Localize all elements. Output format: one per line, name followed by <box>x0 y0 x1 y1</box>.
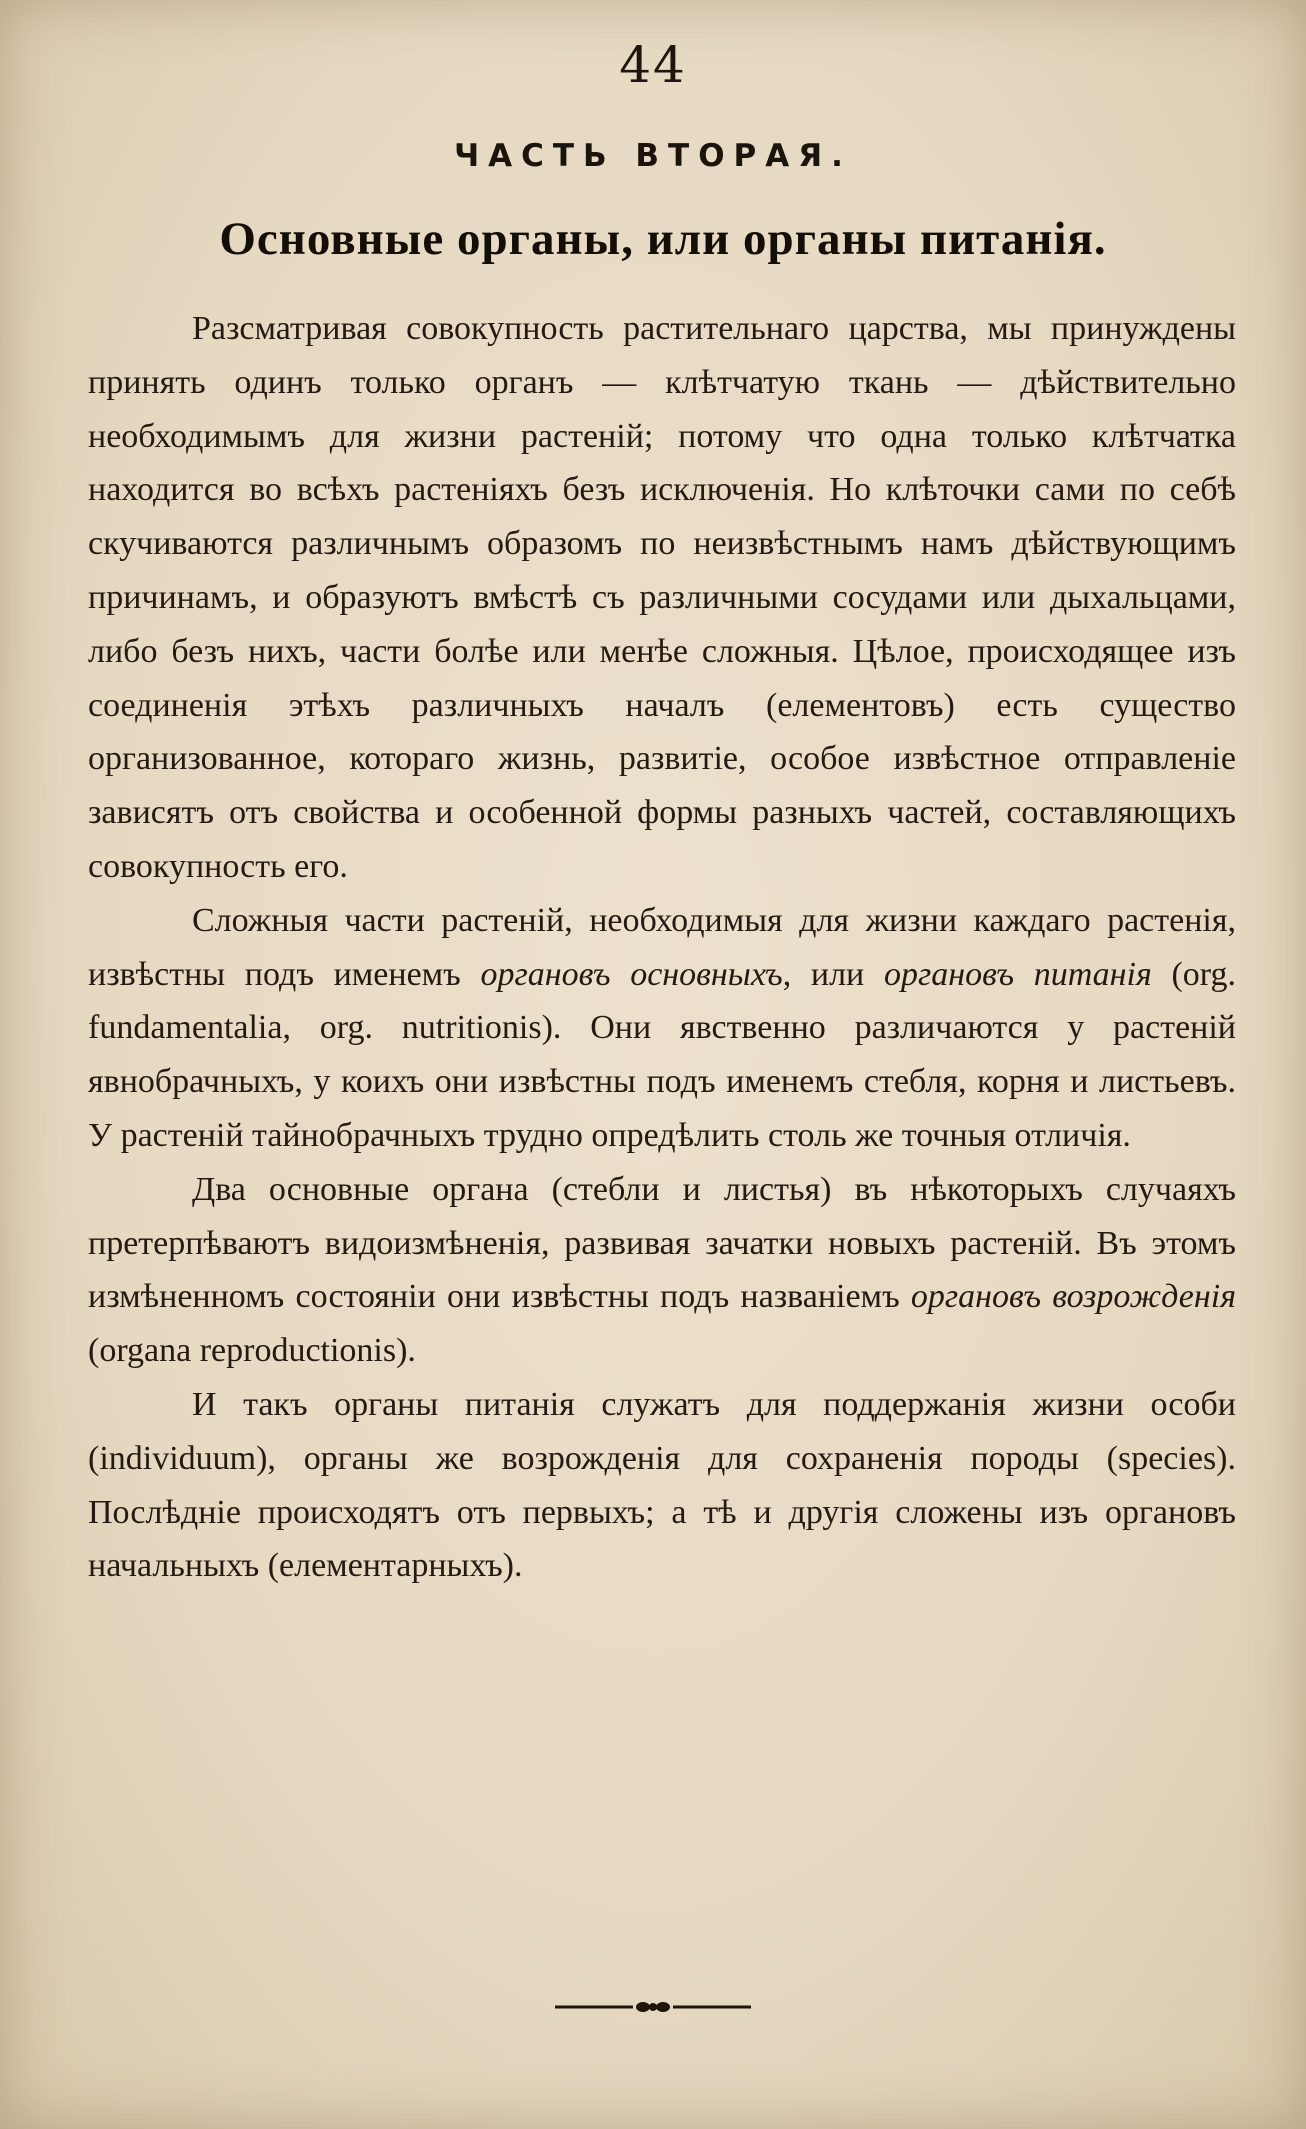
text-run: (org. fundamentalia, org. nutritionis). Они явственно различаются у растеній явнобрачныхъ, у коихъ они извѣстны подъ именемъ стебля, корня и листьевъ. У растеній тайнобрачныхъ трудно опредѣлить столь же точныя отличія. <box>88 955 1237 1154</box>
text-run: Два основные органа (стебли и листья) въ нѣкоторыхъ случаяхъ претерпѣваютъ видоизмѣненія, развивая зачатки новыхъ растеній. Въ этомъ измѣненномъ состояніи они извѣстны подъ названіемъ <box>88 1170 1236 1316</box>
italic-term: органовъ основныхъ <box>480 955 783 993</box>
page-number: 44 <box>619 36 687 94</box>
part-title: ЧАСТЬ ВТОРАЯ. <box>454 138 852 174</box>
italic-term: органовъ питанія <box>883 955 1152 993</box>
text-run: Разсматривая совокупность растительнаго царства, мы принуждены принять одинъ только органъ — клѣтчатую ткань — дѣйствительно необходимымъ для жизни растеній; потому что одна только клѣтчатка находится во всѣхъ растеніяхъ безъ исключенія. Но клѣточки сами по себѣ скучиваются различнымъ образомъ по неизвѣстнымъ намъ дѣйствующимъ причинамъ, и образуютъ вмѣстѣ съ различными сосудами или дыхальцами, либо безъ нихъ, части болѣе или менѣе сложныя. Цѣлое, происходящее изъ соединенія этѣхъ различныхъ началъ (елементовъ) есть существо организованное, котораго жизнь, развитіе, особое извѣстное отправленіе зависятъ отъ свойства и особенной формы разныхъ частей, составляющихъ совокупность его. <box>88 310 1236 885</box>
text-run: И такъ органы питанія служатъ для поддержанія жизни особи (individuum), органы же возрожденія для сохраненія породы (species). Послѣдніе происходятъ отъ первыхъ; а тѣ и другія сложены изъ органовъ начальныхъ (елементарныхъ). <box>88 1385 1236 1585</box>
text-run: , или <box>782 955 884 993</box>
text-run: (organa reproductionis). <box>88 1332 416 1370</box>
italic-term: органовъ возрожденія <box>910 1278 1236 1316</box>
text-run: Сложныя части растеній, необходимыя для жизни каждаго растенія, извѣстны подъ именемъ <box>88 901 1236 993</box>
paragraph <box>88 302 1236 894</box>
paragraph <box>88 1378 1236 1593</box>
paragraph <box>88 1163 1236 1378</box>
body-text <box>88 302 1236 1593</box>
ornament-divider-icon <box>553 1995 753 2019</box>
paragraph <box>88 894 1236 1163</box>
section-title: Основные органы, или органы питанія. <box>219 213 1107 265</box>
